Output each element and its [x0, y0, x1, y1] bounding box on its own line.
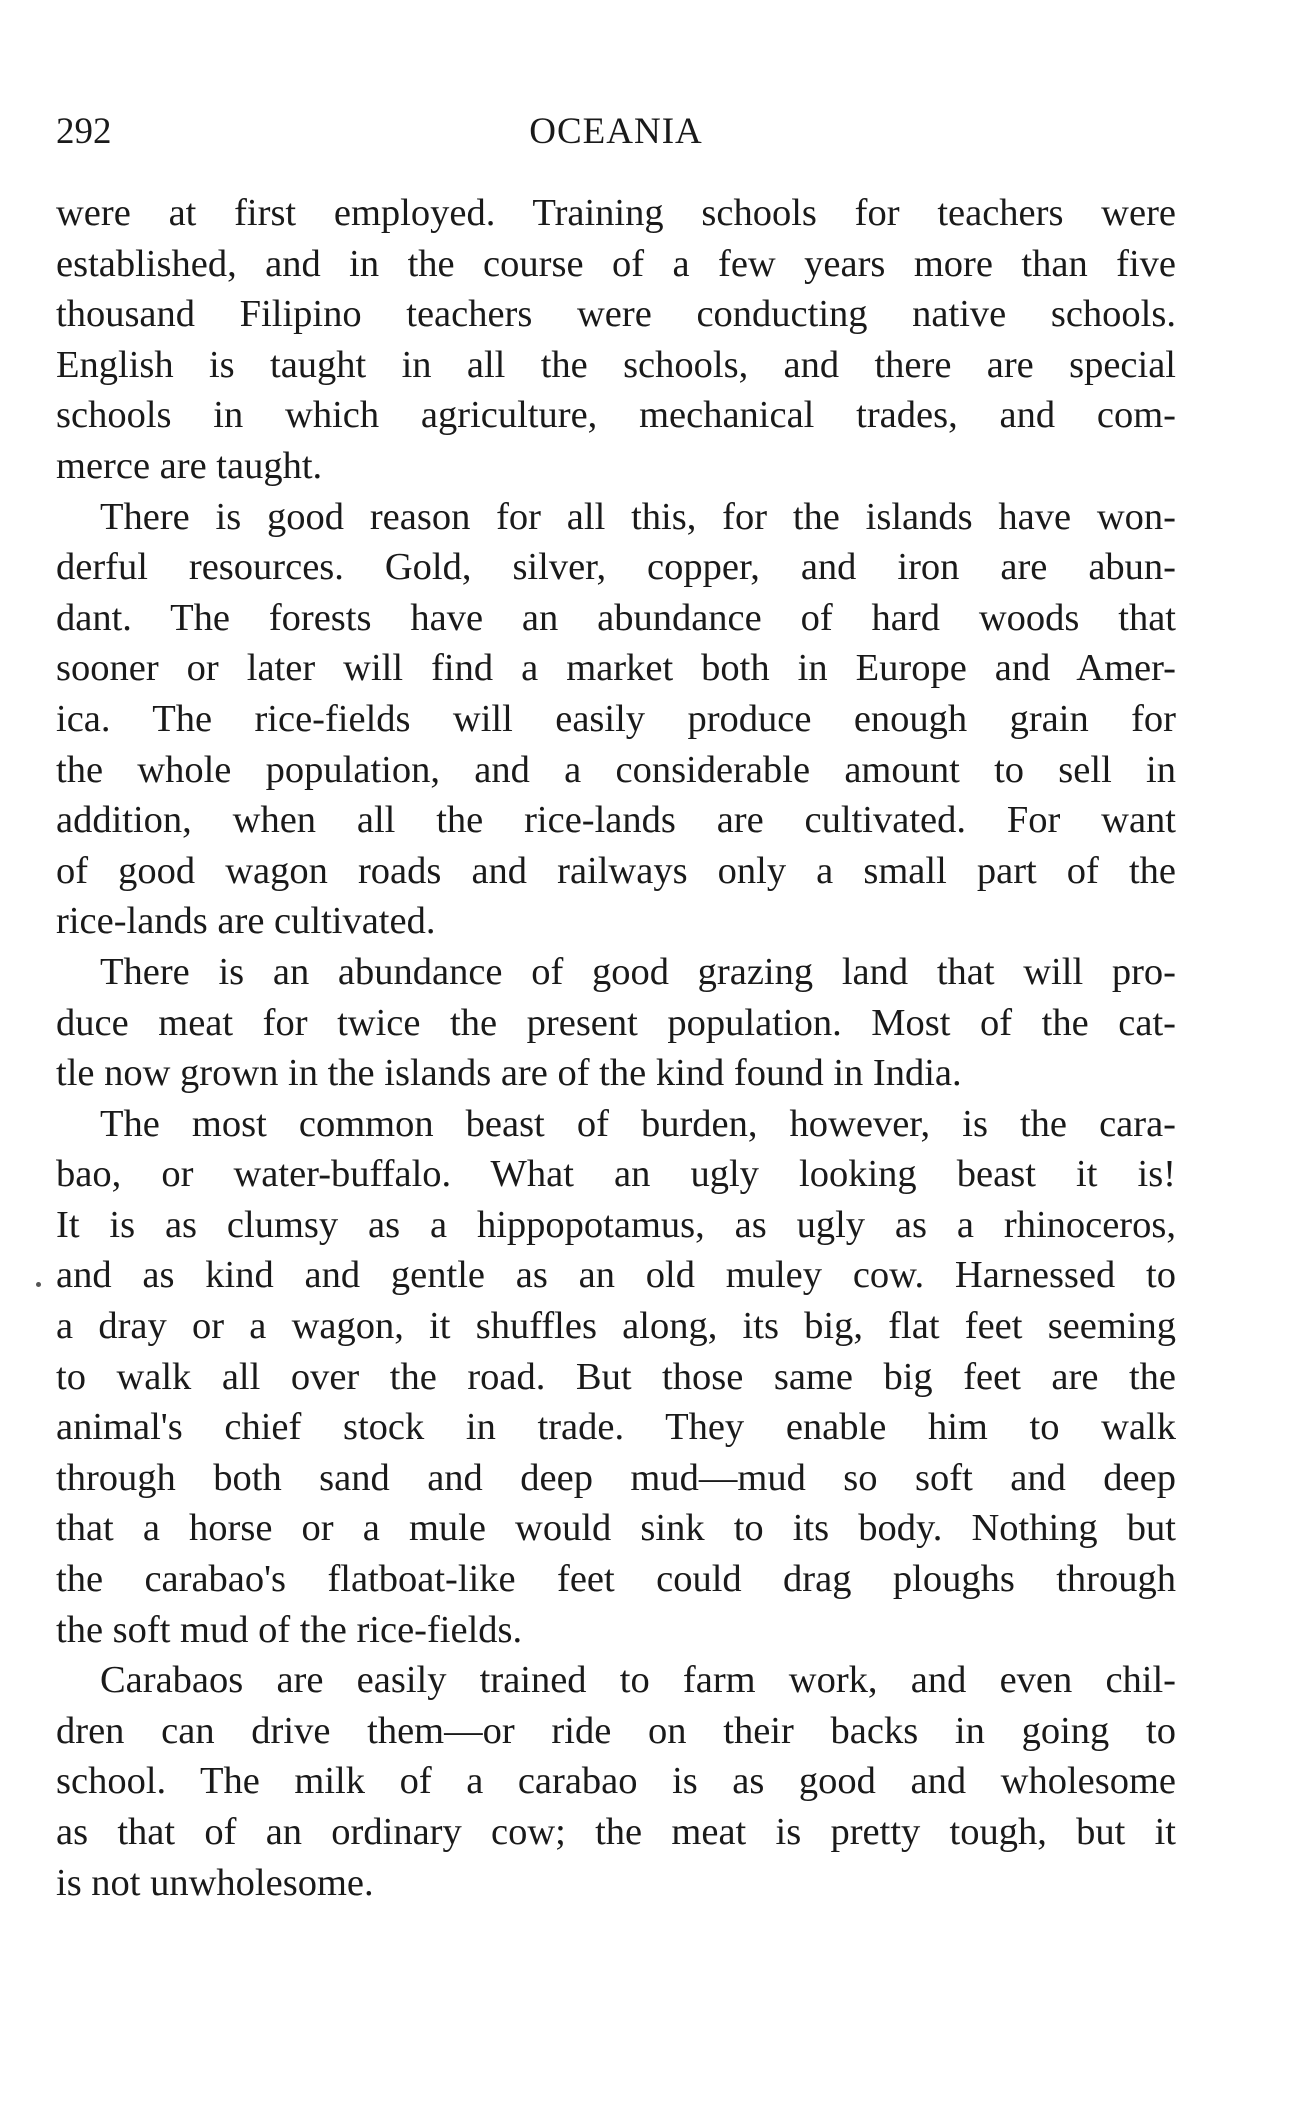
- text-line: thousand Filipino teachers were conducting native schools.: [56, 293, 1176, 336]
- text-line: There is an abundance of good grazing land that will pro-: [100, 950, 1176, 993]
- text-line: the carabao's flatboat-like feet could drag ploughs through: [56, 1558, 1176, 1601]
- running-head: [56, 108, 1176, 156]
- paragraph-4: [56, 1099, 1176, 1656]
- text-line: a dray or a wagon, it shuffles along, its big, flat feet seeming: [56, 1305, 1176, 1348]
- text-line: school. The milk of a carabao is as good and wholesome: [56, 1760, 1176, 1803]
- text-line: dren can drive them—or ride on their backs in going to: [56, 1709, 1176, 1752]
- text-line: and as kind and gentle as an old muley cow. Harnessed to: [56, 1254, 1176, 1297]
- text-line: The most common beast of burden, however, is the cara-: [100, 1102, 1176, 1145]
- text-line: There is good reason for all this, for the islands have won-: [100, 495, 1176, 538]
- text-line: It is as clumsy as a hippopotamus, as ugly as a rhinoceros,: [56, 1203, 1176, 1246]
- text-line: animal's chief stock in trade. They enable him to walk: [56, 1406, 1176, 1449]
- text-line: English is taught in all the schools, and there are special: [56, 343, 1176, 386]
- paragraph-3: [56, 947, 1176, 1099]
- text-line: the whole population, and a considerable amount to sell in: [56, 748, 1176, 791]
- paragraph-1: [56, 188, 1176, 492]
- text-line: bao, or water-buffalo. What an ugly looking beast it is!: [56, 1153, 1176, 1196]
- body-text: [56, 188, 1176, 1908]
- text-line: duce meat for twice the present population. Most of the cat-: [56, 1001, 1176, 1044]
- text-line: Carabaos are easily trained to farm work, and even chil-: [100, 1659, 1176, 1702]
- text-line: merce are taught.: [56, 444, 323, 487]
- text-line: through both sand and deep mud—mud so soft and deep: [56, 1456, 1176, 1499]
- text-line: ica. The rice-fields will easily produce enough grain for: [56, 697, 1176, 740]
- text-line: rice-lands are cultivated.: [56, 900, 436, 943]
- text-line: were at first employed. Training schools for teachers were: [56, 192, 1176, 234]
- text-line: to walk all over the road. But those same big feet are the: [56, 1355, 1176, 1398]
- text-line: tle now grown in the islands are of the kind found in India.: [56, 1052, 962, 1095]
- running-title: OCEANIA: [529, 111, 703, 152]
- text-line: dant. The forests have an abundance of hard woods that: [56, 596, 1176, 639]
- text-line: as that of an ordinary cow; the meat is pretty tough, but it: [56, 1811, 1176, 1853]
- text-line: the soft mud of the rice-fields.: [56, 1608, 523, 1651]
- paragraph-2: [56, 492, 1176, 947]
- text-line: of good wagon roads and railways only a small part of the: [56, 849, 1176, 892]
- text-line: schools in which agriculture, mechanical trades, and com-: [56, 394, 1176, 437]
- text-line: is not unwholesome.: [56, 1861, 374, 1904]
- text-line: sooner or later will find a market both in Europe and Amer-: [56, 647, 1176, 690]
- scan-speck: [36, 1282, 41, 1287]
- text-line: that a horse or a mule would sink to its body. Nothing but: [56, 1507, 1176, 1550]
- text-line: addition, when all the rice-lands are cultivated. For want: [56, 799, 1176, 842]
- text-line: derful resources. Gold, silver, copper, and iron are abun-: [56, 546, 1176, 589]
- page-number: 292: [56, 111, 112, 152]
- text-line: established, and in the course of a few years more than five: [56, 242, 1176, 285]
- paragraph-5: [56, 1655, 1176, 1908]
